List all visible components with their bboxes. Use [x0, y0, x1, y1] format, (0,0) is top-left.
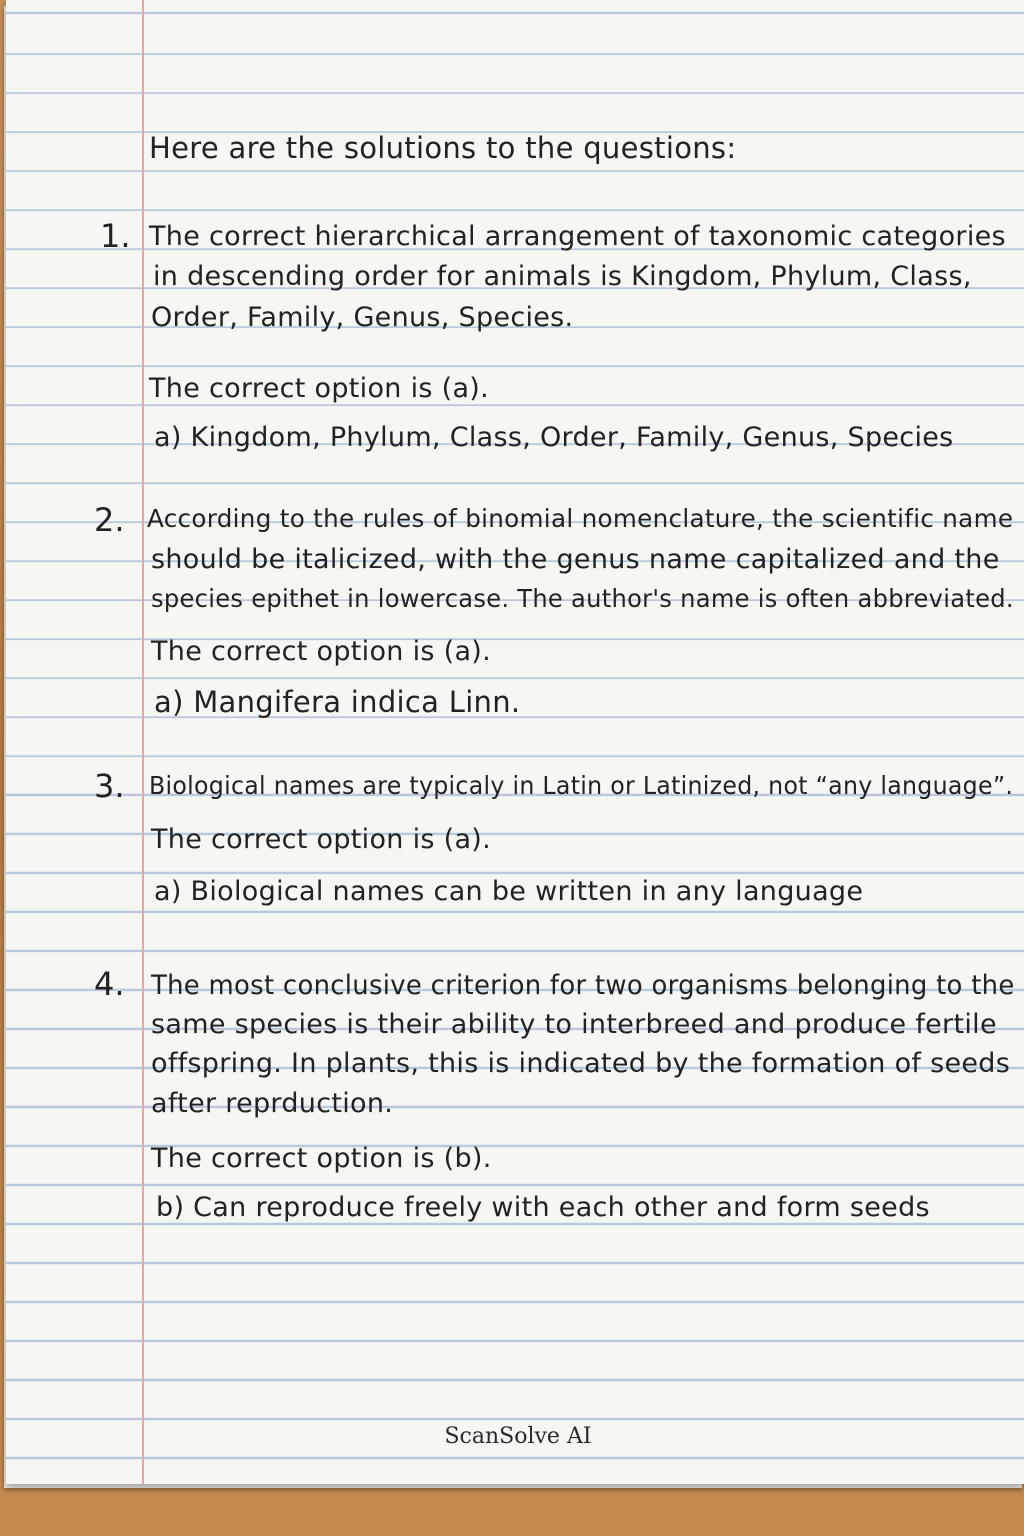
question-4-answer: b) Can reproduce freely with each other and form seeds — [156, 1192, 930, 1223]
question-2-line-3: species epithet in lowercase. The author's name is often abbreviated. — [151, 584, 1014, 613]
question-3-line-1: Biological names are typicaly in Latin or Latinized, not “any language”. — [149, 771, 1014, 800]
question-3-answer: a) Biological names can be written in any language — [154, 876, 864, 907]
question-number-3: 3. — [94, 767, 125, 805]
question-1-option-line: The correct option is (a). — [149, 373, 490, 404]
question-1-line-2: in descending order for animals is Kingdom, Phylum, Class, — [153, 261, 972, 292]
question-1-line-1: The correct hierarchical arrangement of taxonomic categories — [149, 221, 1006, 252]
question-4-line-3: offspring. In plants, this is indicated by the formation of seeds — [151, 1048, 1011, 1079]
question-number-2: 2. — [94, 501, 125, 539]
question-2-line-1: According to the rules of binomial nomenclature, the scientific name — [147, 504, 1014, 533]
question-number-4: 4. — [94, 965, 125, 1003]
question-4-line-1: The most conclusive criterion for two organisms belonging to the — [151, 970, 1015, 1001]
question-1-line-3: Order, Family, Genus, Species. — [151, 302, 574, 333]
question-2-option-line: The correct option is (a). — [151, 636, 492, 667]
page-heading: Here are the solutions to the questions: — [149, 131, 737, 165]
question-4-option-line: The correct option is (b). — [151, 1143, 492, 1174]
notebook-page — [6, 0, 1024, 1484]
question-number-1: 1. — [100, 217, 131, 255]
question-1-answer: a) Kingdom, Phylum, Class, Order, Family, Genus, Species — [154, 422, 954, 453]
question-3-option-line: The correct option is (a). — [151, 824, 492, 855]
question-2-answer: a) Mangifera indica Linn. — [154, 685, 521, 719]
question-2-line-2: should be italicized, with the genus name capitalized and the — [151, 544, 1000, 575]
question-4-line-2: same species is their ability to interbreed and produce fertile — [151, 1009, 997, 1040]
footer-brand: ScanSolve AI — [444, 1424, 592, 1449]
question-4-line-4: after reprduction. — [151, 1088, 394, 1119]
margin-line — [142, 0, 144, 1484]
